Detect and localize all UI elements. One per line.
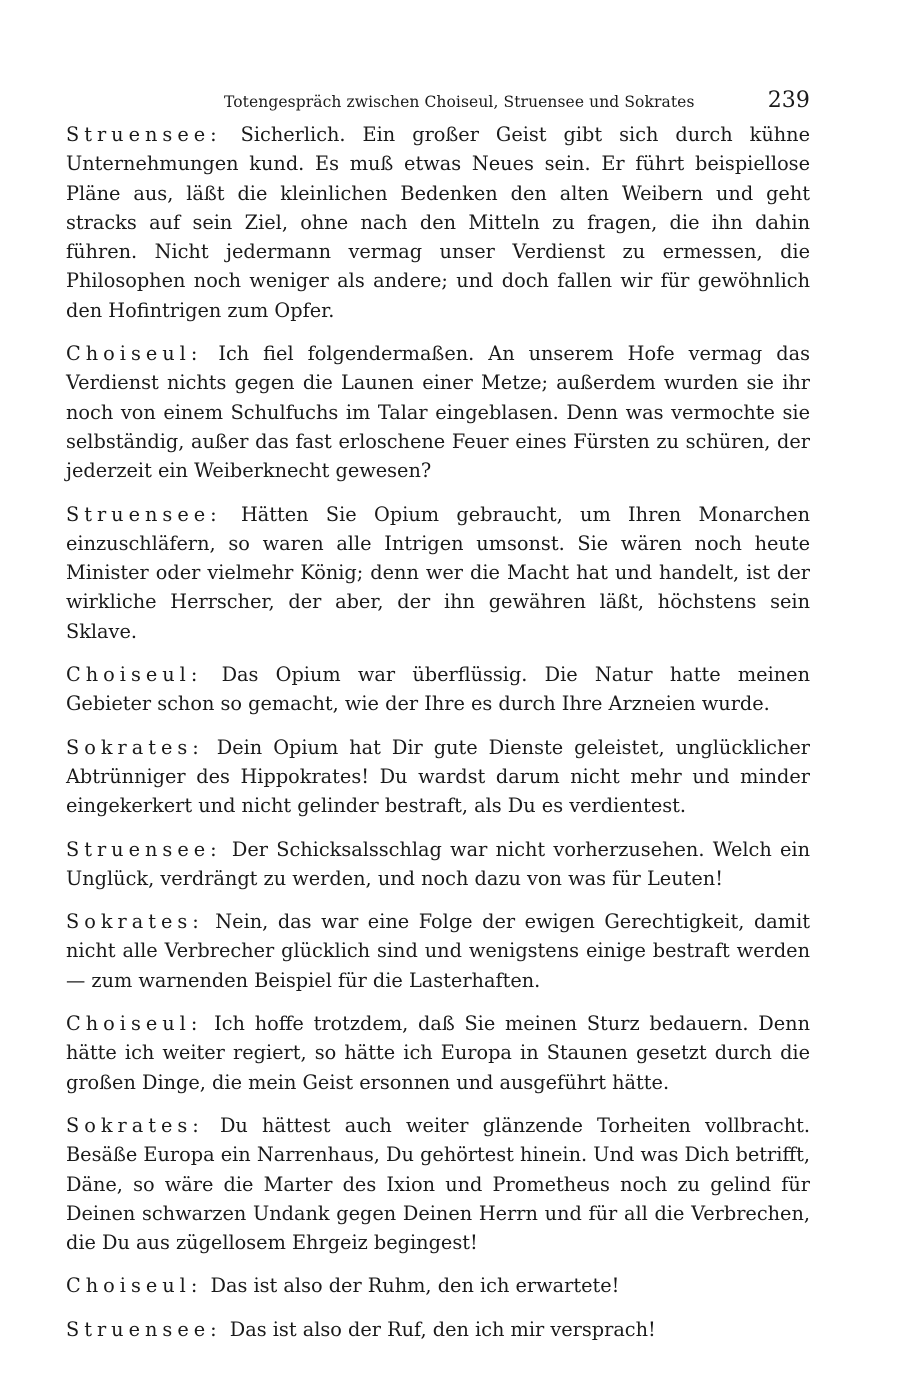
speech-paragraph [66,835,810,894]
page-number: 239 [767,88,810,113]
speech-text: Das ist also der Ruhm, den ich erwartete! [210,1274,620,1298]
book-page [66,86,810,1358]
speech-paragraph [66,1315,810,1344]
speech-paragraph [66,339,810,485]
speech-paragraph [66,1009,810,1097]
speech-text: Das ist also der Ruf, den ich mir versprach! [229,1317,656,1341]
speech-paragraph [66,1271,810,1300]
speech-text: Hätten Sie Opium gebraucht, um Ihren Monarchen einzuschläfern, so waren alle Intrigen umsonst. Sie wären noch heute Minister oder vielmehr König; denn wer die Macht hat und handelt, ist der wirkliche Herrscher, der aber, der ihn gewähren läßt, höchstens sein Sklave. [66,502,810,643]
speaker-name: Sokrates: [66,910,204,934]
speech-text: Dein Opium hat Dir gute Dienste geleistet, unglücklicher Abtrünniger des Hippokrates! Du wardst darum nicht mehr und minder eingekerkert und nicht gelinder bestraft, als Du es verdientest. [66,735,810,818]
speech-paragraph [66,500,810,646]
speech-text: Ich fiel folgendermaßen. An unserem Hofe vermag das Verdienst nichts gegen die Launen einer Metze; außerdem wurden sie ihr noch von einem Schulfuchs im Talar eingeblasen. Denn was vermochte sie selbständig, außer das fast erloschene Feuer eines Fürsten zu schüren, der jederzeit ein Weiberknecht gewesen? [66,342,810,483]
speech-paragraph [66,660,810,719]
speaker-name: Choiseul: [66,1274,203,1298]
dialogue [66,120,810,1344]
speaker-name: Struensee: [66,837,222,861]
speech-text: Du hättest auch weiter glänzende Torheiten vollbracht. Besäße Europa ein Narrenhaus, Du gehörtest hinein. Und was Dich betrifft, Däne, so wäre die Marter des Ixion und Prometheus noch zu gelind für Deinen schwarzen Undank gegen Deinen Herrn und für all die Verbrechen, die Du aus zügellosem Ehrgeiz begingest! [66,1113,810,1255]
running-title: Totengespräch zwischen Choiseul, Struensee und Sokrates [224,93,695,111]
speaker-name: Sokrates: [66,1113,204,1137]
speaker-name: Choiseul: [66,663,203,687]
speaker-name: Struensee: [66,123,222,146]
speech-text: Nein, das war eine Folge der ewigen Gerechtigkeit, damit nicht alle Verbrecher glücklich sind und wenigstens einige bestraft werden — zum warnenden Beispiel für die Lasterhaften. [66,910,810,992]
running-head [66,86,810,120]
speech-paragraph [66,1111,810,1257]
speech-text: Der Schicksalsschlag war nicht vorherzusehen. Welch ein Unglück, verdrängt zu werden, und noch dazu von was für Leuten! [66,837,810,890]
speech-paragraph [66,120,810,325]
speaker-name: Sokrates: [66,735,204,759]
speaker-name: Choiseul: [66,342,203,366]
speaker-name: Struensee: [66,502,222,526]
speech-text: Sicherlich. Ein großer Geist gibt sich durch kühne Unternehmungen kund. Es muß etwas Neues sein. Er führt beispiellose Pläne aus, läßt die kleinlichen Bedenken den alten Weibern und geht stracks auf sein Ziel, ohne nach den Mitteln zu fragen, die ihn dahin führen. Nicht jedermann vermag unser Verdienst zu ermessen, die Philosophen noch weniger als andere; und doch fallen wir für gewöhnlich den Hofintrigen zum Opfer. [66,123,810,322]
speaker-name: Choiseul: [66,1012,203,1036]
speech-paragraph [66,907,810,995]
speech-text: Ich hoffe trotzdem, daß Sie meinen Sturz bedauern. Denn hätte ich weiter regiert, so hätte ich Europa in Staunen gesetzt durch die großen Dinge, die mein Geist ersonnen und ausgeführt hätte. [66,1012,810,1094]
speaker-name: Struensee: [66,1317,222,1341]
speech-text: Das Opium war überflüssig. Die Natur hatte meinen Gebieter schon so gemacht, wie der Ihre es durch Ihre Arzneien wurde. [66,663,811,716]
speech-paragraph [66,733,810,821]
